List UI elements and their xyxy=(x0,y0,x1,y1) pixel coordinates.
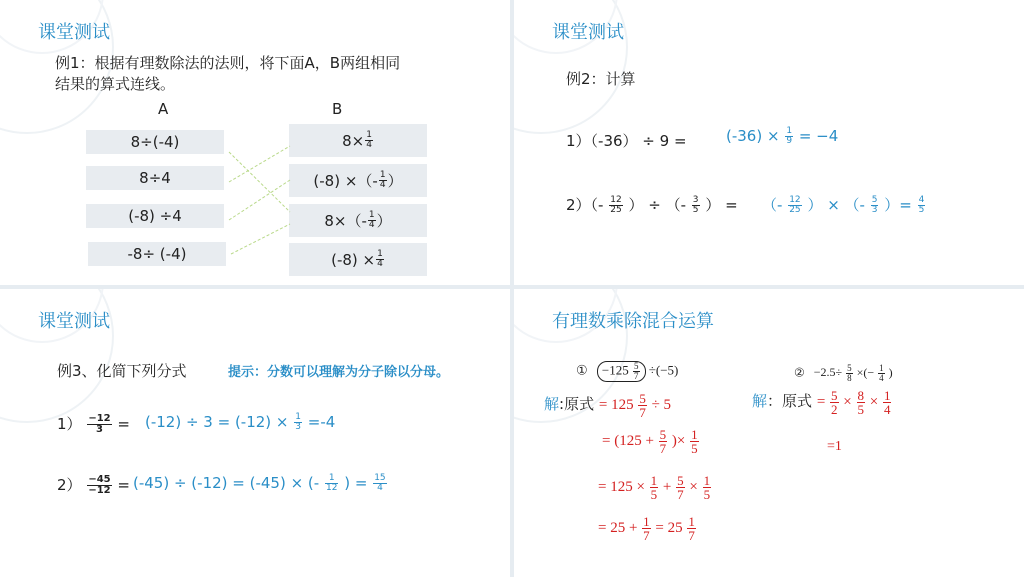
fraction: $\frac{1}{7}$ xyxy=(643,514,650,543)
fraction: $\frac{12}{25}$ xyxy=(610,195,622,215)
fraction: $\frac{1}{4}$ xyxy=(377,249,383,269)
example-text-line2: 结果的算式连线。 xyxy=(55,75,176,93)
solution-2-line-1: 解：原式 = $\frac{5}{2}$ × $\frac{8}{5}$ × $\frac{1}{4}$ xyxy=(752,388,891,417)
fraction: $\frac{5}{2}$ xyxy=(831,388,838,417)
a-item-4[interactable]: -8÷ (-4) xyxy=(88,242,226,266)
answer-1: (-12) ÷ 3 = (-12) × $\frac{1}{3}$ =-4 xyxy=(145,412,336,432)
fraction: $\frac{1}{4}$ xyxy=(879,363,884,383)
fraction: $\frac{1}{12}$ xyxy=(325,473,338,493)
solution-1-line-3: = 125 × $\frac{1}{5}$ + $\frac{5}{7}$ × $\frac{1}{5}$ xyxy=(598,473,711,502)
column-a-header: A xyxy=(158,100,169,118)
b-item-1-text: 8× xyxy=(342,131,365,150)
fraction: $\frac{1}{3}$ xyxy=(295,412,302,432)
b-item-3-text: 8×（- xyxy=(324,212,367,230)
solution-1-line-2: = (125 + $\frac{5}{7}$ )× $\frac{1}{5}$ xyxy=(602,427,698,456)
a-item-2[interactable]: 8÷4 xyxy=(86,166,224,190)
fraction: $\frac{1}{4}$ xyxy=(368,210,375,230)
connection-line xyxy=(229,152,290,212)
connection-line xyxy=(231,224,290,254)
fraction: $\frac{1}{4}$ xyxy=(366,130,372,150)
fraction: $\frac{1}{5}$ xyxy=(703,473,711,502)
connection-lines xyxy=(0,0,510,285)
answer-2: (-45) ÷ (-12) = (-45) × (- $\frac{1}{12}$ ) = $\frac{15}{4}$ xyxy=(133,473,386,493)
fraction: $\frac{1}{9}$ xyxy=(786,126,793,146)
fraction: $\frac{5}{7}$ xyxy=(677,473,684,502)
solution-2-line-2: =1 xyxy=(827,439,842,454)
fraction: $\frac{5}{7}$ xyxy=(634,361,639,381)
fraction: $\frac{1}{4}$ xyxy=(883,388,891,417)
fraction: $\frac{-12}{3}$ xyxy=(88,413,111,435)
b-item-3-close: ） xyxy=(376,212,392,230)
problem-2: ② −2.5÷ $\frac{5}{8}$ ×(− $\frac{1}{4}$ ) xyxy=(794,363,893,383)
fraction: $\frac{15}{4}$ xyxy=(374,473,386,493)
slide-panel-example1 xyxy=(0,0,510,285)
slide-panel-mixed-operations xyxy=(514,289,1024,577)
answer-1: (-36) × $\frac{1}{9}$ = −4 xyxy=(726,126,839,146)
example-text: 例2：计算 xyxy=(566,70,636,88)
fraction: $\frac{5}{8}$ xyxy=(847,363,852,383)
fraction: $\frac{12}{25}$ xyxy=(789,195,801,215)
fraction: $\frac{5}{3}$ xyxy=(871,195,878,215)
panel-title: 有理数乘除混合运算 xyxy=(552,311,714,332)
fraction: $\frac{1}{5}$ xyxy=(650,473,658,502)
slide-panel-example3 xyxy=(0,289,510,577)
problem-1: ① −125 $\frac{5}{7}$ ÷(−5) xyxy=(576,361,679,381)
fraction: $\frac{3}{5}$ xyxy=(692,195,699,215)
fraction: $\frac{1}{4}$ xyxy=(379,170,386,190)
fraction: $\frac{5}{7}$ xyxy=(639,391,646,420)
fraction: $\frac{1}{7}$ xyxy=(688,514,695,543)
panel-title: 课堂测试 xyxy=(38,311,110,332)
fraction: $\frac{-45}{-12}$ xyxy=(88,474,111,496)
fraction: $\frac{5}{7}$ xyxy=(659,427,667,456)
b-item-2-text: (-8) ×（- xyxy=(313,172,378,190)
column-b-header: B xyxy=(332,100,343,118)
question-2: 2） $\frac{-45}{-12}$ = xyxy=(57,474,130,496)
hint-text: 提示：分数可以理解为分子除以分母。 xyxy=(228,365,450,380)
circle-number-2: ② xyxy=(794,365,805,380)
fraction: $\frac{8}{5}$ xyxy=(857,388,864,417)
fraction: $\frac{1}{5}$ xyxy=(691,427,698,456)
question-1: 1） $\frac{-12}{3}$ = xyxy=(57,413,130,435)
solution-1-line-1: 解:原式 = 125 $\frac{5}{7}$ ÷ 5 xyxy=(544,391,672,420)
circle-number-1: ① xyxy=(576,362,588,378)
b-item-4-text: (-8) × xyxy=(331,250,376,269)
connection-line xyxy=(229,146,290,182)
example-text-line1: 例1：根据有理数除法的法则，将下面A，B两组相同 xyxy=(55,54,401,72)
connection-line xyxy=(229,180,290,220)
example-text: 例3、化简下列分式 xyxy=(57,362,187,380)
panel-title: 课堂测试 xyxy=(552,22,624,43)
solution-1-line-4: = 25 + $\frac{1}{7}$ = 25 $\frac{1}{7}$ xyxy=(598,514,695,543)
question-2: 2）（- $\frac{12}{25}$ ） ÷ （- $\frac{3}{5}$ ） = xyxy=(566,195,738,215)
fraction: $\frac{4}{5}$ xyxy=(918,195,925,215)
question-1: 1）（-36） ÷ 9 = xyxy=(566,132,687,150)
b-item-2-close: ） xyxy=(387,172,403,190)
answer-2: （- $\frac{12}{25}$ ） × （- $\frac{5}{3}$ ）= $\frac{4}{5}$ xyxy=(762,195,925,215)
a-item-1[interactable]: 8÷(-4) xyxy=(86,130,224,154)
slide-panel-example2 xyxy=(514,0,1024,285)
panel-title: 课堂测试 xyxy=(38,22,110,43)
a-item-3[interactable]: (-8) ÷4 xyxy=(86,204,224,228)
